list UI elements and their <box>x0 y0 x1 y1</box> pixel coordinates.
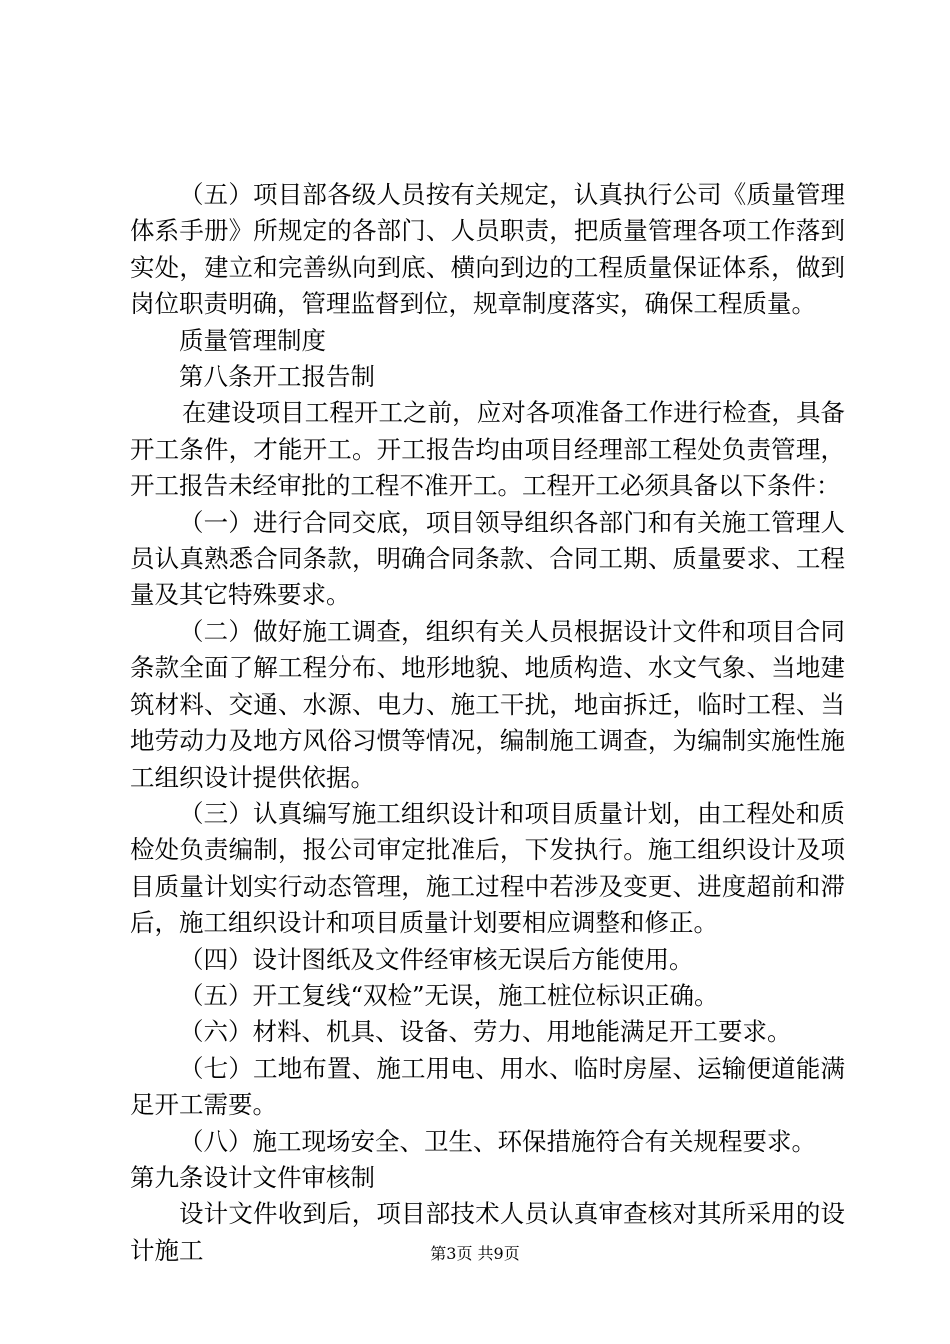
list-item-condition-1: （一）进行合同交底，项目领导组织各部门和有关施工管理人员认真熟悉合同条款，明确合同条款、合同工期、质量要求、工程量及其它特殊要求。 <box>130 507 845 610</box>
article-heading-8: 第八条开工报告制 <box>179 362 375 392</box>
list-item-condition-2: （二）做好施工调查，组织有关人员根据设计文件和项目合同条款全面了解工程分布、地形地貌、地质构造、水文气象、当地建筑材料、交通、水源、电力、施工干扰，地亩拆迁，临时工程、当地劳动力及地方风俗习惯等情况，编制施工调查，为编制实施性施工组织设计提供依据。 <box>130 616 845 792</box>
list-item-condition-5: （五）开工复线“双检”无误，施工桩位标识正确。 <box>179 980 719 1010</box>
paragraph-start-report: 在建设项目工程开工之前，应对各项准备工作进行检查，具备开工条件，才能开工。开工报告均由项目经理部工程处负责管理，开工报告未经审批的工程不准开工。工程开工必须具备以下条件： <box>130 398 845 501</box>
paragraph-design-review: 设计文件收到后，项目部技术人员认真审查核对其所采用的设计施工 <box>130 1199 845 1265</box>
article-heading-9: 第九条设计文件审核制 <box>130 1162 375 1192</box>
list-item-condition-6: （六）材料、机具、设备、劳力、用地能满足开工要求。 <box>179 1017 792 1047</box>
list-item-condition-4: （四）设计图纸及文件经审核无误后方能使用。 <box>179 944 694 974</box>
section-heading-quality-system: 质量管理制度 <box>179 325 326 355</box>
paragraph-responsibilities: （五）项目部各级人员按有关规定，认真执行公司《质量管理体系手册》所规定的各部门、人员职责，把质量管理各项工作落到实处，建立和完善纵向到底、横向到边的工程质量保证体系，做到岗位职责明确，管理监督到位，规章制度落实，确保工程质量。 <box>130 180 845 319</box>
document-body <box>130 177 845 1269</box>
list-item-condition-3: （三）认真编写施工组织设计和项目质量计划，由工程处和质检处负责编制，报公司审定批准后，下发执行。施工组织设计及项目质量计划实行动态管理，施工过程中若涉及变更、进度超前和滞后，施工组织设计和项目质量计划要相应调整和修正。 <box>130 798 845 938</box>
list-item-condition-7: （七）工地布置、施工用电、用水、临时房屋、运输便道能满足开工需要。 <box>130 1053 845 1120</box>
page-number-footer: 第3页 共9页 <box>430 1244 520 1263</box>
list-item-condition-8: （八）施工现场安全、卫生、环保措施符合有关规程要求。 <box>179 1126 816 1156</box>
